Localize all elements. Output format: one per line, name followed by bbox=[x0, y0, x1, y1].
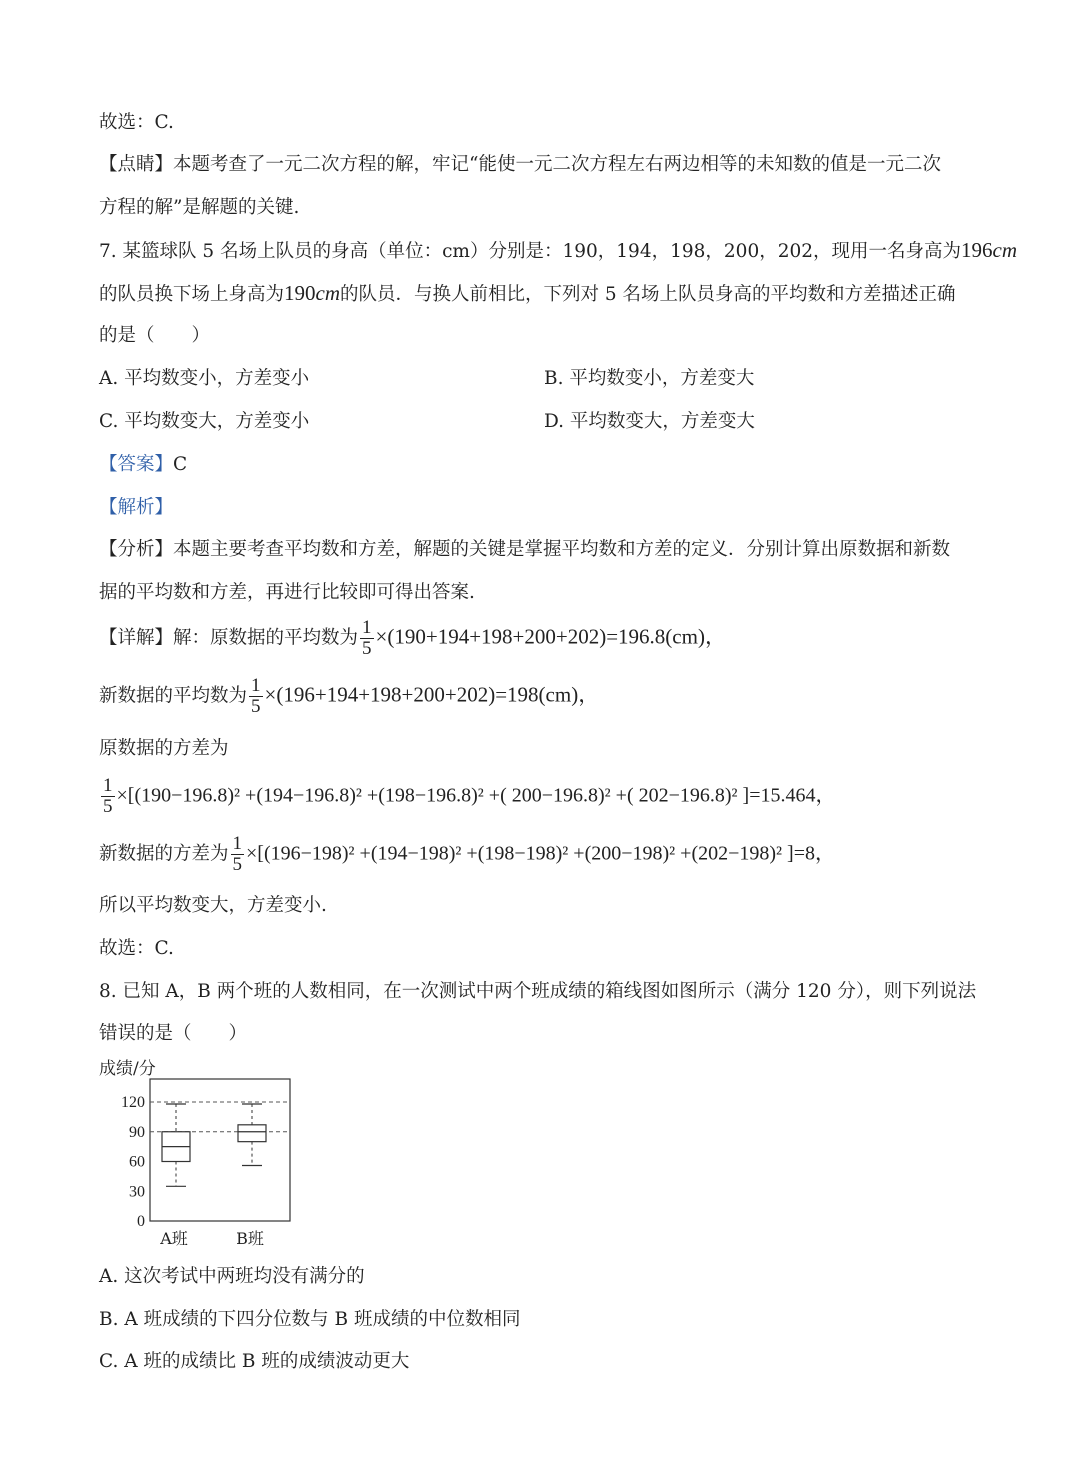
text: 新数据的平均数为 bbox=[99, 685, 248, 707]
text-line: 所以平均数变大，方差变小. bbox=[99, 895, 327, 916]
text: 的队员换下场上身高为 bbox=[99, 284, 285, 305]
y-tick-label: 0 bbox=[137, 1213, 145, 1230]
option-c: C. 平均数变大，方差变小 bbox=[99, 411, 310, 432]
watermark-strip bbox=[700, 1462, 1080, 1475]
math-value: 196 bbox=[961, 238, 993, 262]
numerator: 1 bbox=[362, 617, 372, 638]
text: 7. 某篮球队 5 名场上队员的身高（单位：cm）分别是：190，194，198，200，202，现用一名身高为 bbox=[99, 241, 962, 262]
y-tick-label: 60 bbox=[129, 1153, 145, 1171]
text: 【详解】解：原数据的平均数为 bbox=[99, 627, 359, 649]
answer-line bbox=[99, 453, 187, 477]
variance-2-line bbox=[99, 834, 835, 875]
text-line: 【分析】本题主要考查平均数和方差，解题的关键是掌握平均数和方差的定义．分别计算出原数据和新数 bbox=[99, 539, 951, 560]
question-7-line bbox=[99, 281, 956, 307]
text-line: 故选：C. bbox=[99, 112, 174, 133]
numerator: 1 bbox=[251, 675, 261, 696]
text: 新数据的方差为 bbox=[99, 843, 229, 865]
variance-1-line bbox=[99, 776, 835, 817]
math-expression: ×(190+194+198+200+202)=196.8(cm)， bbox=[375, 624, 726, 649]
text-line: 错误的是（ ） bbox=[99, 1023, 248, 1044]
question-7-line bbox=[99, 238, 1017, 264]
math-expression: ×[(196−198)² +(194−198)² +(198−198)² +(200−198)² +(202−198)² ]=8， bbox=[246, 842, 835, 865]
fraction bbox=[360, 618, 374, 659]
fraction bbox=[231, 834, 245, 875]
analysis-tag: 【解析】 bbox=[99, 497, 174, 518]
option-b: B. 平均数变小，方差变大 bbox=[544, 368, 755, 389]
text-line: 原数据的方差为 bbox=[99, 738, 229, 759]
box-B班 bbox=[238, 1125, 266, 1142]
denominator: 5 bbox=[232, 854, 243, 875]
math-expression: ×[(190−196.8)² +(194−196.8)² +(198−196.8)² +( 200−196.8)² +( 202−196.8)² ]=15.464， bbox=[116, 784, 836, 807]
boxplot-chart bbox=[95, 1058, 310, 1253]
new-mean-line bbox=[99, 676, 599, 717]
detail-mean-line bbox=[99, 618, 726, 659]
denominator: 5 bbox=[362, 638, 372, 659]
text-line: 故选：C. bbox=[99, 938, 174, 959]
fraction bbox=[101, 776, 115, 817]
text-line: 据的平均数和方差，再进行比较即可得出答案. bbox=[99, 582, 475, 603]
y-tick-label: 90 bbox=[129, 1123, 145, 1141]
y-axis-label: 成绩/分 bbox=[99, 1059, 156, 1079]
numerator: 1 bbox=[103, 775, 113, 796]
fraction bbox=[249, 676, 263, 717]
text-line: 方程的解”是解题的关键. bbox=[99, 197, 300, 218]
option-d: D. 平均数变大，方差变大 bbox=[544, 411, 755, 432]
option-a: A. 这次考试中两班均没有满分的 bbox=[99, 1266, 365, 1287]
math-value: 190 bbox=[284, 281, 316, 305]
numerator: 1 bbox=[232, 833, 243, 854]
math-expression: ×(196+194+198+200+202)=198(cm)， bbox=[264, 682, 600, 707]
category-label: B班 bbox=[236, 1229, 264, 1248]
y-tick-label: 30 bbox=[129, 1183, 145, 1201]
option-b: B. A 班成绩的下四分位数与 B 班成绩的中位数相同 bbox=[99, 1309, 521, 1330]
text-line: 【点睛】本题考查了一元二次方程的解，牢记“能使一元二次方程左右两边相等的未知数的值是一元二次 bbox=[99, 154, 941, 175]
question-8-line: 8. 已知 A，B 两个班的人数相同，在一次测试中两个班成绩的箱线图如图所示（满分 120 分），则下列说法 bbox=[99, 981, 977, 1002]
option-a: A. 平均数变小，方差变小 bbox=[99, 368, 310, 389]
denominator: 5 bbox=[251, 696, 261, 717]
answer-value: C bbox=[173, 454, 188, 475]
denominator: 5 bbox=[103, 796, 113, 817]
text-line: 的是（ ） bbox=[99, 325, 211, 346]
y-tick-label: 120 bbox=[121, 1094, 145, 1111]
math-unit: cm bbox=[315, 281, 341, 305]
math-unit: cm bbox=[992, 238, 1018, 262]
option-c: C. A 班的成绩比 B 班的成绩波动更大 bbox=[99, 1351, 410, 1372]
answer-tag: 【答案】 bbox=[99, 454, 174, 475]
text: 的队员．与换人前相比，下列对 5 名场上队员身高的平均数和方差描述正确 bbox=[340, 284, 956, 305]
category-label: A班 bbox=[160, 1229, 188, 1248]
